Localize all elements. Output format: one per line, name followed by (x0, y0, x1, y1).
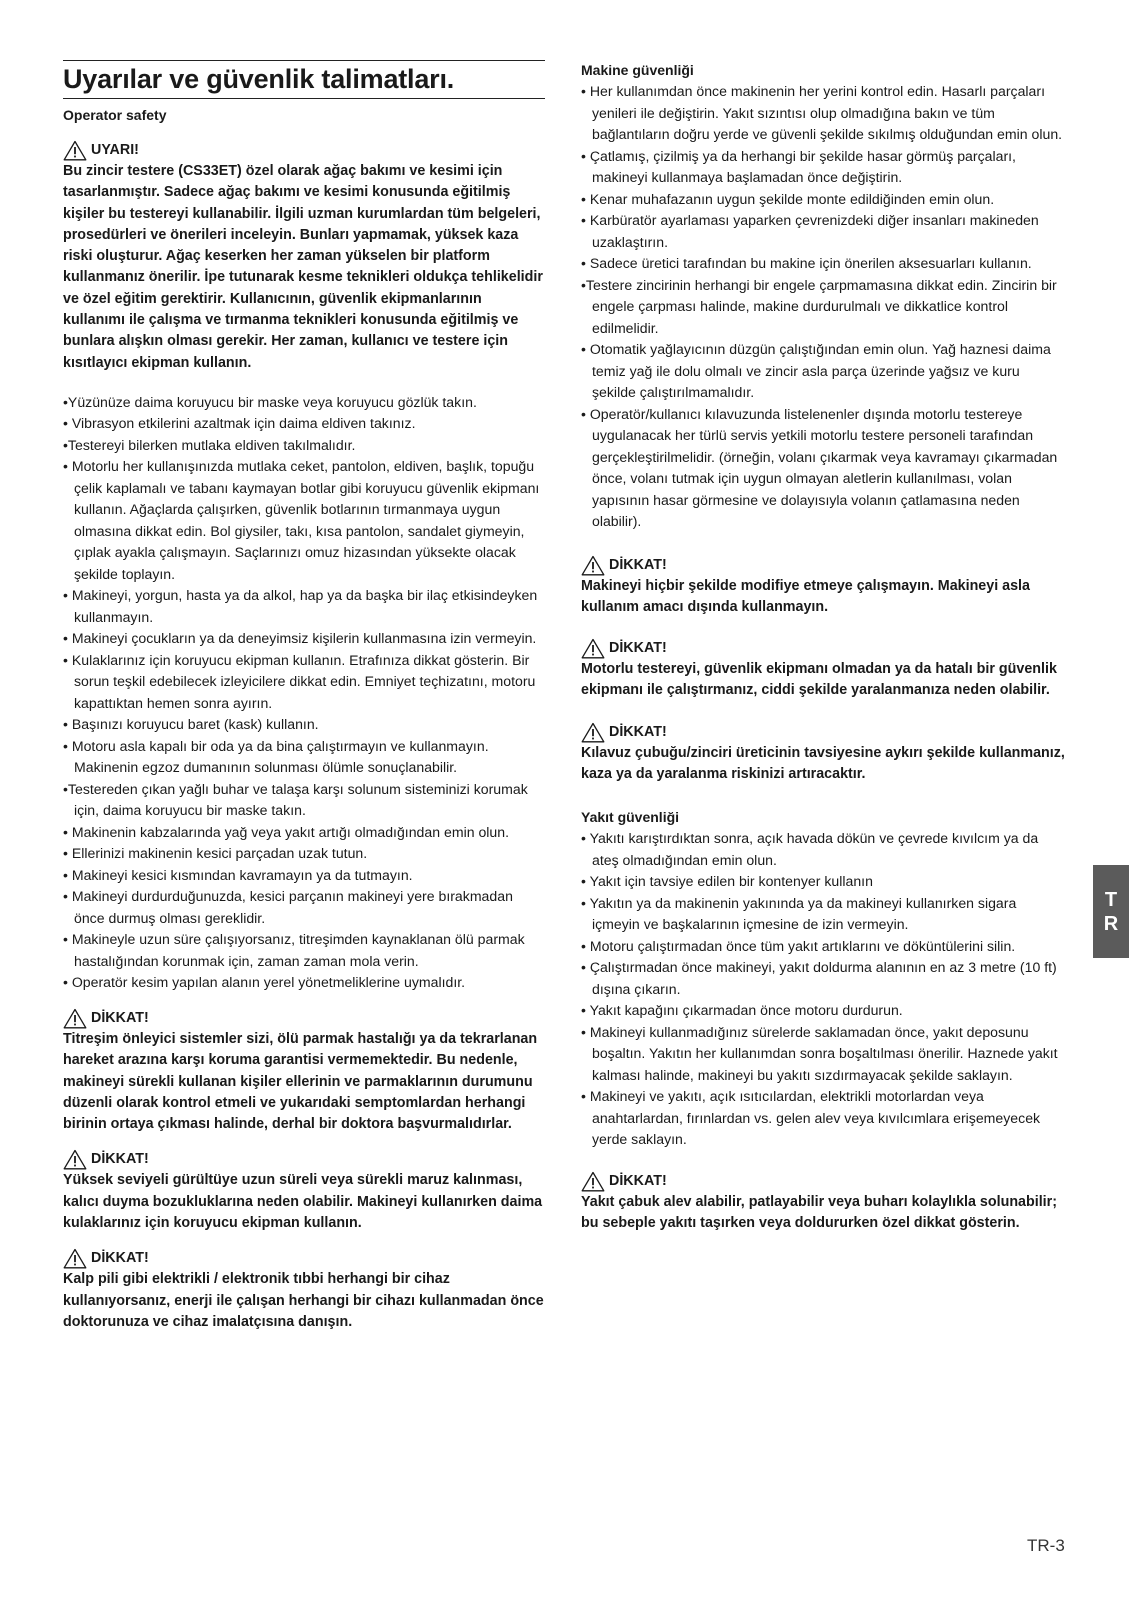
caution-label: DİKKAT! (91, 1009, 149, 1026)
machine-safety-heading: Makine güvenliği (581, 62, 694, 78)
list-item: • Vibrasyon etkilerini azaltmak için daima eldiven takınız. (63, 415, 416, 432)
list-item: • Makineyi durdurduğunuzda, kesici parçanın makineyi yere bırakmadan önce durmuş olması gereklidir. (63, 888, 513, 926)
list-item: • Yakıt kapağını çıkarmadan önce motoru durdurun. (581, 1002, 903, 1019)
list-item: • Çatlamış, çizilmiş ya da herhangi bir şekilde hasar görmüş parçaları, makineyi kullanmaya başlamadan önce değiştirin. (581, 147, 1016, 185)
caution-text: Kalp pili gibi elektrikli / elektronik tıbbi herhangi bir cihaz kullanıyorsanız, enerji ile çalışan herhangi bir cihazı kullanmadan önce doktorunuza ve cihaz imalatçısına danışın. (63, 1271, 544, 1330)
caution-label: DİKKAT! (91, 1250, 149, 1267)
caution-text: Motorlu testereyi, güvenlik ekipmanı olmadan ya da hatalı bir güvenlik ekipmanı ile çalıştırmanız, ciddi şekilde yaralanmanıza neden olabilir. (581, 661, 1057, 699)
list-item: • Makineyi kullanmadığınız sürelerde saklamadan önce, yakıt deposunu boşaltın. Yakıtın her kullanımdan sonra boşaltılması önerilir. Haznede yakıt kalması halinde, makineyi bu yakıtı sızdırmayacak şekilde saklayın. (581, 1023, 1058, 1083)
list-item: • Makinenin kabzalarında yağ veya yakıt artığı olmadığından emin olun. (63, 823, 510, 840)
list-item: • Çalıştırmadan önce makineyi, yakıt doldurma alanının en az 3 metre (10 ft) dışına çıkarın. (581, 959, 1057, 997)
language-tab (1093, 865, 1129, 958)
list-item: • Karbüratör ayarlaması yaparken çevrenizdeki diğer insanları makineden uzaklaştırın. (581, 212, 1039, 250)
list-item: • Ellerinizi makinenin kesici parçadan uzak tutun. (63, 845, 368, 862)
warning-text: Bu zincir testere (CS33ET) özel olarak ağaç bakımı ve kesimi için tasarlanmıştır. Sadece ağaç bakımı ve kesimi konusunda eğitilmiş kişiler bu testereyi kullanabilir. İlgili uzman kurumlardan tüm belgeleri, prosedürleri ve önerileri inceleyin. Bunları yapmamak, yüksek kaza riski oluşturur. Ağaç keserken her zaman yükselen bir platform kullanmanız önerilir. İpe tutunarak kesme teknikleri oldukça tehlikelidir ve özel eğitim gerektirir. Kullanıcının, güvenlik ekipmanlarının kullanımı ile çalışma ve tırmanma teknikleri konusunda eğitilmiş ve bunlara alışkın olması gerekir. Her zaman, kullanıcı ve testere için kısıtlayıcı ekipman kullanın. (63, 163, 543, 371)
warning-triangle-icon (581, 555, 605, 576)
caution-label: DİKKAT! (609, 1172, 667, 1189)
warning-triangle-icon (63, 1008, 87, 1029)
fuel-safety-heading: Yakıt güvenliği (581, 809, 680, 826)
caution-text: Yüksek seviyeli gürültüye uzun süreli veya sürekli maruz kalınması, kalıcı duyma bozukluklarına neden olabilir. Makineyi kullanırken daima kulaklarınız için koruyucu ekipman kullanın. (63, 1172, 543, 1232)
caution-label: DİKKAT! (91, 1151, 149, 1168)
list-item: • Motoru asla kapalı bir oda ya da bina çalıştırmayın ve kullanmayın. Makinenin egzoz dumanının solunması ölümle sonuçlanabilir. (63, 737, 489, 776)
list-item: • Yakıtın ya da makinenin yakınında ya da makineyi kullanırken sigara içmeyin ve başkalarının içmesine de izin vermeyin. (581, 894, 1017, 933)
fuel-safety-list (581, 828, 1067, 1151)
warning-triangle-icon (63, 1248, 87, 1269)
caution-block (581, 1171, 1067, 1235)
caution-label: DİKKAT! (609, 640, 667, 657)
caution-block (581, 555, 1067, 619)
list-item: • Motorlu her kullanışınızda mutlaka ceket, pantolon, eldiven, başlık, topuğu çelik kaplamalı ve tabanı kaymayan botlar gibi koruyucu güvenlik ekipmanı kullanın. Ağaçlarda çalışırken, güvenlik botlarının tırmanmaya uygun olmasına dikkat edin. Bol giysiler, takı, kısa pantolon, sandalet giymeyin, çıplak ayakla çalışmayın. Saçlarınızı omuz hizasından yüksekte olacak şekilde toplayın. (63, 458, 540, 582)
machine-safety-list (581, 81, 1067, 533)
page-title: Uyarılar ve güvenlik talimatları. (63, 60, 545, 99)
list-item: • Yakıt için tavsiye edilen bir kontenyer kullanın (581, 873, 873, 890)
list-item: • Makineyi kesici kısmından kavramayın ya da tutmayın. (63, 866, 413, 883)
operator-safety-list (63, 392, 545, 994)
left-column (63, 60, 545, 1333)
list-item: • Başınızı koruyucu baret (kask) kullanın. (63, 716, 319, 733)
language-tab-letter: T (1104, 888, 1118, 911)
caution-block (581, 638, 1067, 702)
caution-text: Makineyi hiçbir şekilde modifiye etmeye çalışmayın. Makineyi asla kullanım amacı dışında kullanmayın. (581, 577, 1030, 615)
caution-text: Yakıt çabuk alev alabilir, patlayabilir veya buharı kolaylıkla solunabilir; bu sebeple yakıtı taşırken veya doldururken özel dikkat gösterin. (581, 1193, 1057, 1232)
warning-triangle-icon (581, 638, 605, 659)
right-column (581, 60, 1067, 1234)
caution-block (63, 1149, 545, 1234)
warning-triangle-icon (63, 140, 87, 161)
list-item: • Yakıtı karıştırdıktan sonra, açık havada dökün ve çevrede kıvılcım ya da ateş olmadığından emin olun. (581, 830, 1039, 868)
language-tab-letter: R (1103, 912, 1119, 935)
list-item: • Makineyle uzun süre çalışıyorsanız, titreşimden kaynaklanan ölü parmak hastalığından korunmak için, zaman zaman mola verin. (63, 931, 525, 969)
warning-block (63, 140, 545, 374)
caution-block (581, 722, 1067, 786)
caution-label: DİKKAT! (609, 556, 667, 573)
list-item: • Operatör/kullanıcı kılavuzunda listelenenler dışında motorlu testereye uygulanacak her türlü servis yetkili motorlu testere personeli tarafından gerçekleştirilmelidir. (örneğin, volanı çıkarmak veya kavramayı çıkarmadan önce, volanı tutmak için uygun olmayan aletlerin kullanılması, volan yapısının hasar görmesine ve dolayısıyla volanın çatlamasına neden olabilir). (581, 405, 1058, 529)
caution-label: DİKKAT! (609, 723, 667, 740)
list-item: • Makineyi çocukların ya da deneyimsiz kişilerin kullanmasına izin vermeyin. (63, 630, 537, 647)
list-item: •Testere zincirinin herhangi bir engele çarpmamasına dikkat edin. Zincirin bir engele çarpması halinde, makine durdurulmalı ve dikkatlice kontrol edilmelidir. (581, 276, 1057, 336)
list-item: • Her kullanımdan önce makinenin her yerini kontrol edin. Hasarlı parçaları yenileri ile değiştirin. Yakıt sızıntısı olup olmadığına bakın ve tüm bağlantıların doğru yerde ve güvenli şekilde sıkılmış olduğundan emin olun. (581, 83, 1063, 142)
list-item: •Yüzünüze daima koruyucu bir maske veya koruyucu gözlük takın. (63, 393, 477, 410)
page-number: TR-3 (1027, 1536, 1065, 1555)
list-item: • Sadece üretici tarafından bu makine için önerilen aksesuarları kullanın. (581, 255, 1032, 271)
warning-label: UYARI! (91, 142, 139, 158)
caution-block (63, 1008, 545, 1135)
warning-triangle-icon (581, 722, 605, 743)
list-item: • Makineyi ve yakıtı, açık ısıtıcılardan, elektrikli motorlardan veya anahtarlardan, fırınlardan vs. gelen alev veya kıvılcımlara erişemeyecek yerde saklayın. (581, 1088, 1041, 1148)
warning-triangle-icon (63, 1149, 87, 1170)
list-item: • Kulaklarınız için koruyucu ekipman kullanın. Etrafınıza dikkat gösterin. Bir sorun teşkil edebilecek izleyicilere dikkat edin. Emniyet teçhizatını, motoru kapattıktan hemen sonra ayırın. (63, 651, 536, 711)
list-item: • Operatör kesim yapılan alanın yerel yönetmeliklerine uymalıdır. (63, 974, 466, 991)
list-item: • Kenar muhafazanın uygun şekilde monte edildiğinden emin olun. (581, 190, 995, 207)
list-item: •Testereyi bilerken mutlaka eldiven takılmalıdır. (63, 436, 356, 453)
caution-text: Titreşim önleyici sistemler sizi, ölü parmak hastalığı ya da tekrarlanan hareket arazına karşı koruma garantisi vermemektedir. Bu nedenle, makineyi sürekli kullanan kişiler ellerinin ve parmaklarının durumunu düzenli olarak kontrol etmeli ve yukarıdaki semptomlardan herhangi birinin ortaya çıkması halinde, derhal bir doktora başvurmalıdırlar. (63, 1030, 538, 1133)
list-item: •Testereden çıkan yağlı buhar ve talaşa karşı solunum sisteminizi korumak için, daima koruyucu bir maske takın. (63, 780, 528, 819)
operator-safety-heading: Operator safety (63, 107, 167, 123)
list-item: • Makineyi, yorgun, hasta ya da alkol, hap ya da başka bir ilaç etkisindeyken kullanmayın. (63, 587, 538, 625)
warning-triangle-icon (581, 1171, 605, 1192)
caution-block (63, 1248, 545, 1333)
list-item: • Motoru çalıştırmadan önce tüm yakıt artıklarını ve döküntülerini silin. (581, 937, 1016, 954)
list-item: • Otomatik yağlayıcının düzgün çalıştığından emin olun. Yağ haznesi daima temiz yağ ile dolu olmalı ve zincir asla parça üzerinde yağsız ve kuru şekilde çalıştırılmamalıdır. (581, 341, 1051, 400)
caution-text: Kılavuz çubuğu/zinciri üreticinin tavsiyesine aykırı şekilde kullanmanız, kaza ya da yaralanma riskinizi artıracaktır. (581, 744, 1065, 782)
